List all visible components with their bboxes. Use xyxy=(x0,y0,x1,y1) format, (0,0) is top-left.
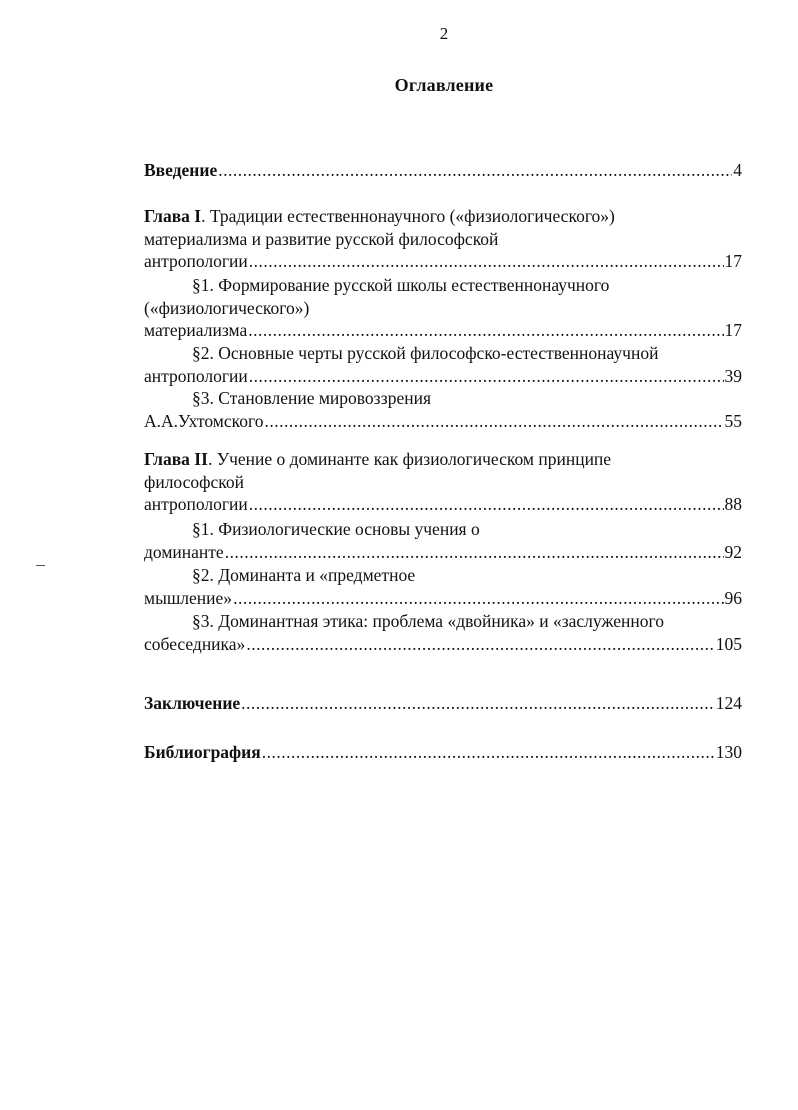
section-title-cont: («физиологического») xyxy=(144,297,310,318)
page-ref: 4 xyxy=(733,160,742,180)
toc-title: Оглавление xyxy=(394,75,494,95)
dot-leader xyxy=(249,250,724,273)
toc-entry-ch1-sec2[interactable] xyxy=(144,342,742,387)
dot-leader xyxy=(249,365,724,388)
toc-entry-ch1-sec3[interactable] xyxy=(144,387,742,432)
section-title: §1. Формирование русской школы естественнонаучного xyxy=(192,275,610,295)
chapter-title-end: антропологии xyxy=(144,494,248,514)
chapter-title: . Традиции естественнонаучного («физиологического») xyxy=(201,206,615,226)
page-ref: 124 xyxy=(715,693,742,713)
chapter-label: Глава II xyxy=(144,449,208,469)
section-title: §3. Становление мировоззрения xyxy=(192,388,432,408)
section-title: §2. Основные черты русской философско-естественнонаучной xyxy=(192,343,659,363)
chapter-title-cont: философской xyxy=(144,471,244,492)
toc-entry-ch1-sec1[interactable] xyxy=(144,274,742,342)
chapter-title-end: антропологии xyxy=(144,251,248,271)
section-title-end: мышление» xyxy=(144,587,233,608)
section-title-end: антропологии xyxy=(144,365,248,386)
chapter-title-cont: материализма и развитие русской философской xyxy=(144,228,499,249)
toc-entry-chapter-1[interactable] xyxy=(144,205,742,273)
toc-entry-ch2-sec3[interactable] xyxy=(144,610,742,655)
dot-leader xyxy=(241,692,715,715)
chapter-title: . Учение о доминанте как физиологическом принципе xyxy=(207,449,612,469)
toc-entry-conclusion[interactable] xyxy=(144,692,742,715)
toc-entry-bibliography[interactable] xyxy=(144,741,742,764)
section-title-end: материализма xyxy=(144,320,248,340)
dot-leader xyxy=(233,587,723,610)
page-ref: 39 xyxy=(724,365,742,386)
entry-label: Библиография xyxy=(144,742,261,762)
section-title: §2. Доминанта и «предметное xyxy=(192,565,416,585)
dot-leader xyxy=(248,319,723,342)
page-ref: 17 xyxy=(724,320,742,340)
dot-leader xyxy=(218,159,732,182)
section-title-end: собеседника» xyxy=(144,633,246,654)
scan-artifact xyxy=(36,565,45,566)
page-ref: 92 xyxy=(724,541,742,562)
page-number: 2 xyxy=(439,24,449,43)
section-title-end: А.А.Ухтомского xyxy=(144,410,264,431)
page-ref: 88 xyxy=(724,494,742,514)
dot-leader xyxy=(265,410,724,433)
page-ref: 17 xyxy=(724,251,742,271)
page-ref: 105 xyxy=(715,633,742,654)
dot-leader xyxy=(225,541,724,564)
dot-leader xyxy=(249,493,724,516)
toc-entry-ch2-sec2[interactable] xyxy=(144,564,742,609)
entry-label: Заключение xyxy=(144,693,241,713)
chapter-label: Глава I xyxy=(144,206,202,226)
section-title-end: доминанте xyxy=(144,541,224,562)
dot-leader xyxy=(262,741,715,764)
toc-entry-introduction[interactable] xyxy=(144,159,742,182)
dot-leader xyxy=(246,633,714,656)
entry-label: Введение xyxy=(144,160,218,180)
toc-entry-ch2-sec1[interactable] xyxy=(144,518,742,563)
page-ref: 96 xyxy=(724,587,742,608)
page-ref: 130 xyxy=(715,742,742,762)
page-ref: 55 xyxy=(724,410,742,431)
section-title: §3. Доминантная этика: проблема «двойника» и «заслуженного xyxy=(192,611,665,631)
toc-entry-chapter-2[interactable] xyxy=(144,448,742,516)
section-title: §1. Физиологические основы учения о xyxy=(192,519,480,539)
